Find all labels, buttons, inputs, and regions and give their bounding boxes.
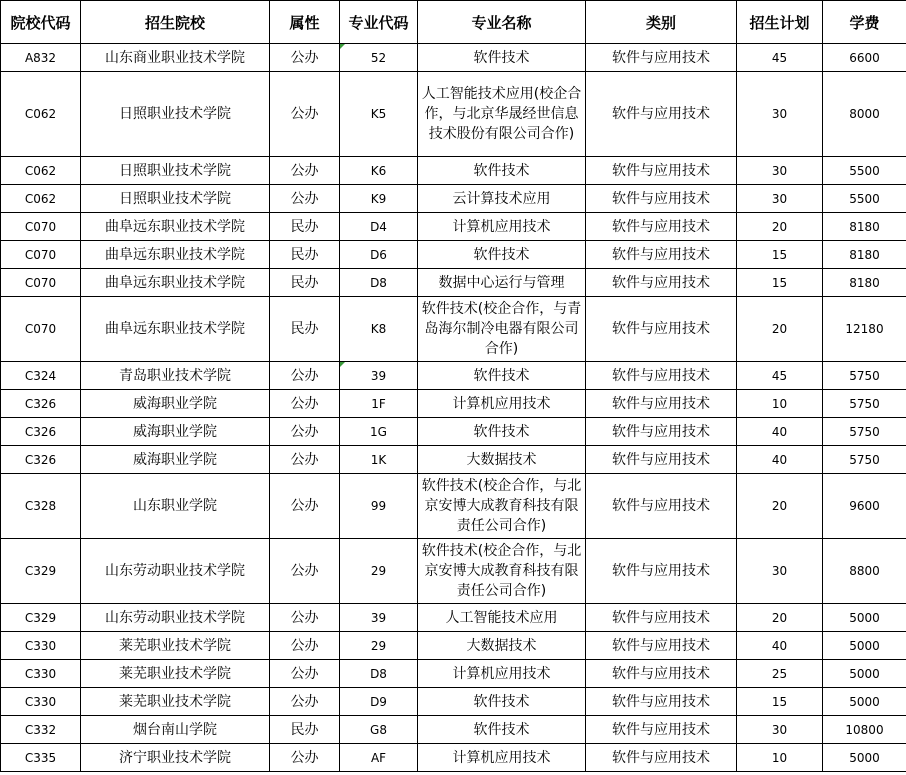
major-name-cell: 软件技术(校企合作，与青岛海尔制冷电器有限公司合作) [418,297,586,362]
fee-cell: 5500 [823,185,906,213]
table-row [1,297,906,362]
table-row [1,213,906,241]
major-name-cell: 软件技术 [418,44,586,72]
header-major-code: 专业代码 [340,1,418,44]
plan-cell: 30 [737,72,823,157]
attribute-cell: 民办 [270,269,340,297]
attribute-cell: 公办 [270,390,340,418]
school-name-cell: 山东劳动职业技术学院 [81,604,270,632]
plan-cell: 30 [737,185,823,213]
fee-cell: 8180 [823,241,906,269]
category-cell: 软件与应用技术 [586,297,737,362]
table-row [1,604,906,632]
school-name-cell: 山东商业职业技术学院 [81,44,270,72]
fee-cell: 8180 [823,213,906,241]
plan-cell: 15 [737,269,823,297]
major-code-cell: 1F [340,390,418,418]
school-name-cell: 曲阜远东职业技术学院 [81,213,270,241]
fee-cell: 8180 [823,269,906,297]
fee-cell: 9600 [823,474,906,539]
fee-cell: 6600 [823,44,906,72]
school-code-cell: C335 [1,744,81,772]
plan-cell: 40 [737,446,823,474]
attribute-cell: 公办 [270,362,340,390]
category-cell: 软件与应用技术 [586,362,737,390]
school-name-cell: 日照职业技术学院 [81,72,270,157]
school-code-cell: C330 [1,632,81,660]
major-code-cell: 1G [340,418,418,446]
category-cell: 软件与应用技术 [586,604,737,632]
school-name-cell: 威海职业学院 [81,446,270,474]
header-school-code: 院校代码 [1,1,81,44]
plan-cell: 20 [737,297,823,362]
major-name-cell: 计算机应用技术 [418,744,586,772]
plan-cell: 20 [737,604,823,632]
header-row [1,1,906,44]
table-row [1,539,906,604]
plan-cell: 20 [737,213,823,241]
major-code-cell: 52 [340,44,418,72]
major-name-cell: 软件技术 [418,362,586,390]
category-cell: 软件与应用技术 [586,474,737,539]
attribute-cell: 公办 [270,604,340,632]
major-code-cell: 39 [340,362,418,390]
category-cell: 软件与应用技术 [586,241,737,269]
school-code-cell: C324 [1,362,81,390]
plan-cell: 25 [737,660,823,688]
school-code-cell: C326 [1,390,81,418]
plan-cell: 15 [737,688,823,716]
plan-cell: 40 [737,632,823,660]
school-code-cell: C330 [1,660,81,688]
category-cell: 软件与应用技术 [586,390,737,418]
major-name-cell: 软件技术(校企合作，与北京安博大成教育科技有限责任公司合作) [418,539,586,604]
category-cell: 软件与应用技术 [586,716,737,744]
school-name-cell: 烟台南山学院 [81,716,270,744]
header-category: 类别 [586,1,737,44]
table-row [1,474,906,539]
major-code-cell: D4 [340,213,418,241]
category-cell: 软件与应用技术 [586,744,737,772]
school-name-cell: 曲阜远东职业技术学院 [81,241,270,269]
school-name-cell: 日照职业技术学院 [81,185,270,213]
major-name-cell: 云计算技术应用 [418,185,586,213]
table-row [1,390,906,418]
major-code-cell: K6 [340,157,418,185]
major-code-cell: D6 [340,241,418,269]
fee-cell: 8800 [823,539,906,604]
school-name-cell: 曲阜远东职业技术学院 [81,297,270,362]
attribute-cell: 公办 [270,744,340,772]
school-name-cell: 莱芜职业技术学院 [81,660,270,688]
fee-cell: 5000 [823,604,906,632]
school-code-cell: C329 [1,539,81,604]
school-code-cell: C070 [1,297,81,362]
fee-cell: 12180 [823,297,906,362]
table-row [1,660,906,688]
fee-cell: 5750 [823,418,906,446]
attribute-cell: 民办 [270,213,340,241]
fee-cell: 5750 [823,390,906,418]
school-code-cell: C326 [1,418,81,446]
plan-cell: 20 [737,474,823,539]
category-cell: 软件与应用技术 [586,185,737,213]
table-row [1,716,906,744]
school-code-cell: A832 [1,44,81,72]
major-code-cell: D8 [340,269,418,297]
fee-cell: 8000 [823,72,906,157]
attribute-cell: 民办 [270,716,340,744]
major-name-cell: 人工智能技术应用 [418,604,586,632]
school-code-cell: C062 [1,157,81,185]
school-name-cell: 威海职业学院 [81,418,270,446]
school-name-cell: 莱芜职业技术学院 [81,632,270,660]
major-name-cell: 软件技术 [418,157,586,185]
plan-cell: 10 [737,744,823,772]
school-code-cell: C332 [1,716,81,744]
table-row [1,744,906,772]
plan-cell: 45 [737,362,823,390]
category-cell: 软件与应用技术 [586,418,737,446]
school-name-cell: 威海职业学院 [81,390,270,418]
school-code-cell: C062 [1,72,81,157]
fee-cell: 5750 [823,362,906,390]
attribute-cell: 民办 [270,241,340,269]
school-name-cell: 青岛职业技术学院 [81,362,270,390]
major-code-cell: 29 [340,632,418,660]
major-name-cell: 大数据技术 [418,632,586,660]
attribute-cell: 公办 [270,446,340,474]
major-name-cell: 软件技术 [418,688,586,716]
major-code-cell: 39 [340,604,418,632]
major-name-cell: 软件技术 [418,716,586,744]
attribute-cell: 公办 [270,157,340,185]
fee-cell: 5000 [823,632,906,660]
plan-cell: 30 [737,157,823,185]
school-code-cell: C326 [1,446,81,474]
category-cell: 软件与应用技术 [586,72,737,157]
plan-cell: 30 [737,716,823,744]
category-cell: 软件与应用技术 [586,688,737,716]
category-cell: 软件与应用技术 [586,269,737,297]
major-name-cell: 软件技术 [418,241,586,269]
attribute-cell: 公办 [270,44,340,72]
major-name-cell: 计算机应用技术 [418,660,586,688]
fee-cell: 5000 [823,660,906,688]
major-name-cell: 人工智能技术应用(校企合作，与北京华晟经世信息技术股份有限公司合作) [418,72,586,157]
plan-cell: 40 [737,418,823,446]
attribute-cell: 公办 [270,660,340,688]
school-code-cell: C070 [1,269,81,297]
category-cell: 软件与应用技术 [586,44,737,72]
attribute-cell: 公办 [270,632,340,660]
category-cell: 软件与应用技术 [586,213,737,241]
major-code-cell: K9 [340,185,418,213]
major-code-cell: K8 [340,297,418,362]
school-code-cell: C329 [1,604,81,632]
school-code-cell: C070 [1,213,81,241]
major-code-cell: AF [340,744,418,772]
header-fee: 学费 [823,1,906,44]
attribute-cell: 公办 [270,539,340,604]
school-code-cell: C070 [1,241,81,269]
school-code-cell: C062 [1,185,81,213]
attribute-cell: 公办 [270,418,340,446]
school-name-cell: 济宁职业技术学院 [81,744,270,772]
category-cell: 软件与应用技术 [586,632,737,660]
category-cell: 软件与应用技术 [586,446,737,474]
major-name-cell: 计算机应用技术 [418,213,586,241]
plan-cell: 45 [737,44,823,72]
school-name-cell: 山东职业学院 [81,474,270,539]
school-name-cell: 曲阜远东职业技术学院 [81,269,270,297]
header-school: 招生院校 [81,1,270,44]
category-cell: 软件与应用技术 [586,539,737,604]
school-name-cell: 日照职业技术学院 [81,157,270,185]
table-row [1,632,906,660]
table-row [1,157,906,185]
attribute-cell: 公办 [270,688,340,716]
table-row [1,241,906,269]
fee-cell: 10800 [823,716,906,744]
table-row [1,72,906,157]
major-code-cell: 29 [340,539,418,604]
fee-cell: 5000 [823,688,906,716]
header-attribute: 属性 [270,1,340,44]
school-name-cell: 山东劳动职业技术学院 [81,539,270,604]
plan-cell: 10 [737,390,823,418]
major-name-cell: 大数据技术 [418,446,586,474]
fee-cell: 5750 [823,446,906,474]
header-plan: 招生计划 [737,1,823,44]
major-code-cell: G8 [340,716,418,744]
school-code-cell: C328 [1,474,81,539]
table-row [1,362,906,390]
major-name-cell: 计算机应用技术 [418,390,586,418]
attribute-cell: 公办 [270,474,340,539]
plan-cell: 30 [737,539,823,604]
table-row [1,446,906,474]
fee-cell: 5500 [823,157,906,185]
school-code-cell: C330 [1,688,81,716]
attribute-cell: 民办 [270,297,340,362]
major-code-cell: D8 [340,660,418,688]
table-row [1,44,906,72]
plan-cell: 15 [737,241,823,269]
attribute-cell: 公办 [270,72,340,157]
attribute-cell: 公办 [270,185,340,213]
major-name-cell: 软件技术 [418,418,586,446]
major-name-cell: 数据中心运行与管理 [418,269,586,297]
major-code-cell: K5 [340,72,418,157]
table-row [1,185,906,213]
fee-cell: 5000 [823,744,906,772]
table-row [1,688,906,716]
header-major-name: 专业名称 [418,1,586,44]
major-code-cell: 1K [340,446,418,474]
table-row [1,418,906,446]
category-cell: 软件与应用技术 [586,660,737,688]
category-cell: 软件与应用技术 [586,157,737,185]
major-code-cell: D9 [340,688,418,716]
table-row [1,269,906,297]
major-code-cell: 99 [340,474,418,539]
major-name-cell: 软件技术(校企合作，与北京安博大成教育科技有限责任公司合作) [418,474,586,539]
school-name-cell: 莱芜职业技术学院 [81,688,270,716]
